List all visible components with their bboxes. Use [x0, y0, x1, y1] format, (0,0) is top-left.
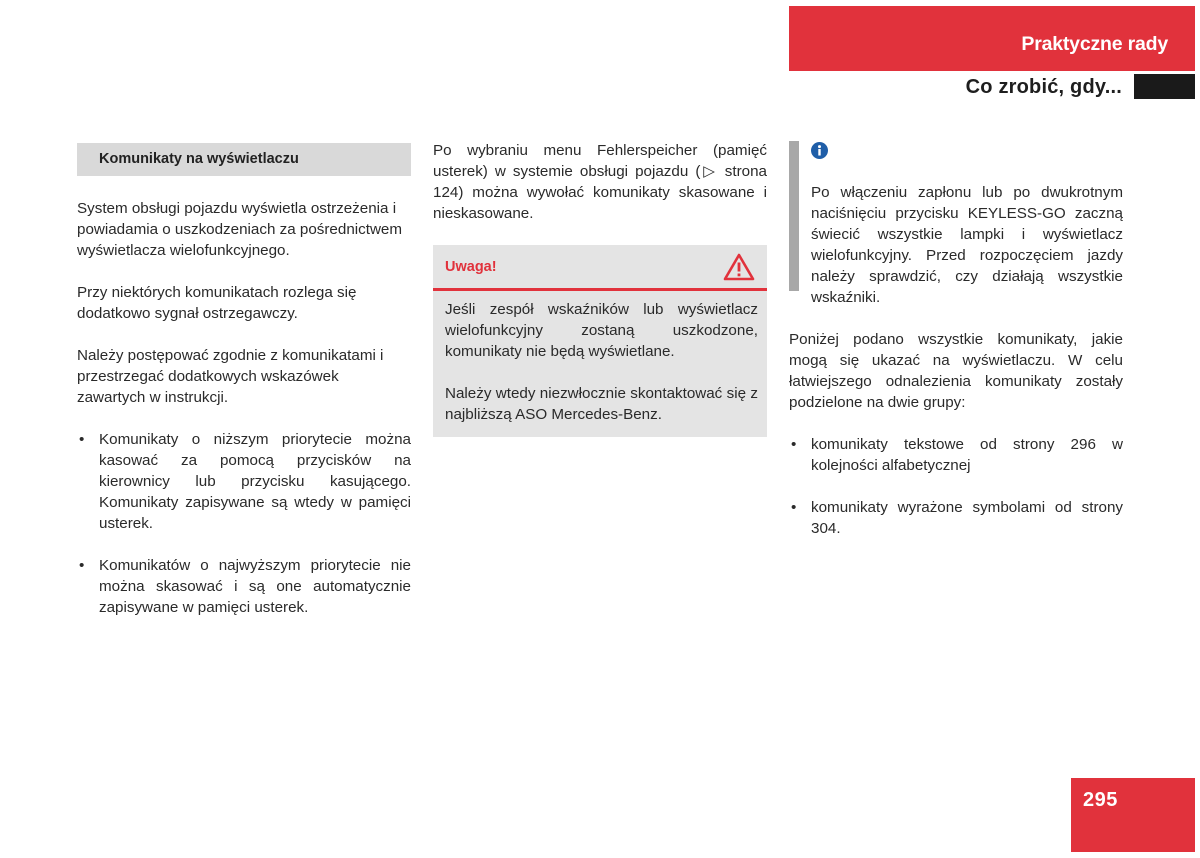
- column-left: [77, 140, 411, 639]
- warning-triangle-icon: [723, 253, 755, 287]
- list-item: [77, 429, 411, 534]
- chapter-banner: [789, 6, 1195, 71]
- page-number-box: [1071, 778, 1195, 852]
- info-icon: [811, 140, 1123, 163]
- chapter-title: Praktyczne rady: [1021, 33, 1168, 55]
- warning-paragraph: Należy wtedy niezwłocznie skontaktować się z najbliższą ASO Mercedes-Benz.: [445, 385, 758, 423]
- list-item: [789, 497, 1123, 539]
- column-middle: [433, 140, 767, 437]
- section-tab-marker: [1134, 74, 1195, 99]
- paragraph-signal: Przy niektórych komunikatach rozlega się dodatkowo sygnał ostrzegawczy.: [77, 284, 357, 322]
- list-item-text: komunikaty wyrażone symbolami od strony 304.: [811, 499, 1123, 537]
- section-title: Co zrobić, gdy...: [965, 76, 1122, 98]
- list-item-text: Komunikaty o niższym priorytecie można kasować za pomocą przycisków na kierownicy lub przycisku kasującego. Komunikaty zapisywane są wtedy w pamięci usterek.: [99, 431, 411, 532]
- bullet-marker: •: [791, 499, 797, 516]
- info-bar: [789, 141, 799, 291]
- warning-header: [433, 245, 767, 291]
- warning-title: Uwaga!: [445, 259, 497, 275]
- list-item: [77, 555, 411, 618]
- paragraph-fault-memory: Po wybraniu menu Fehlerspeicher (pamięć usterek) w systemie obsługi pojazdu (▷ strona 124) można wywołać komunikaty skasowane i nieskasowane.: [433, 142, 767, 222]
- bullet-list: [77, 429, 411, 618]
- warning-paragraph: Jeśli zespół wskaźników lub wyświetlacz wielofunkcyjny zostaną uszkodzone, komunikaty nie będą wyświetlane.: [445, 301, 758, 360]
- warning-box: [433, 245, 767, 437]
- paragraph-instructions: Należy postępować zgodnie z komunikatami i przestrzegać dodatkowych wskazówek zawartych w instrukcji.: [77, 347, 384, 406]
- paragraph-message-groups: Poniżej podano wszystkie komunikaty, jakie mogą się ukazać na wyświetlaczu. W celu łatwiejszego odnalezienia komunikaty zostały podzielone na dwie grupy:: [789, 331, 1123, 411]
- info-text: Po włączeniu zapłonu lub po dwukrotnym naciśnięciu przycisku KEYLESS-GO zaczną świecić wszystkie lampki i wyświetlacz wielofunkcyjny. Przed rozpoczęciem jazdy należy sprawdzić, czy działają wszystkie wskaźniki.: [811, 184, 1123, 306]
- list-item: [789, 434, 1123, 476]
- bullet-marker: •: [791, 436, 797, 453]
- bullet-marker: •: [79, 431, 85, 448]
- paragraph-intro: System obsługi pojazdu wyświetla ostrzeżenia i powiadamia o uszkodzeniach za pośrednictwem wyświetlacza wielofunkcyjnego.: [77, 200, 403, 259]
- info-note: [789, 140, 1123, 308]
- bullet-marker: •: [79, 557, 85, 574]
- warning-body: [433, 291, 767, 437]
- page-number: 295: [1083, 789, 1118, 811]
- bullet-list: [789, 434, 1123, 539]
- column-right: [789, 140, 1123, 560]
- list-item-text: Komunikatów o najwyższym priorytecie nie można skasować i są one automatycznie zapisywane w pamięci usterek.: [99, 557, 411, 616]
- list-item-text: komunikaty tekstowe od strony 296 w kolejności alfabetycznej: [811, 436, 1123, 474]
- section-heading: Komunikaty na wyświetlaczu: [77, 143, 411, 176]
